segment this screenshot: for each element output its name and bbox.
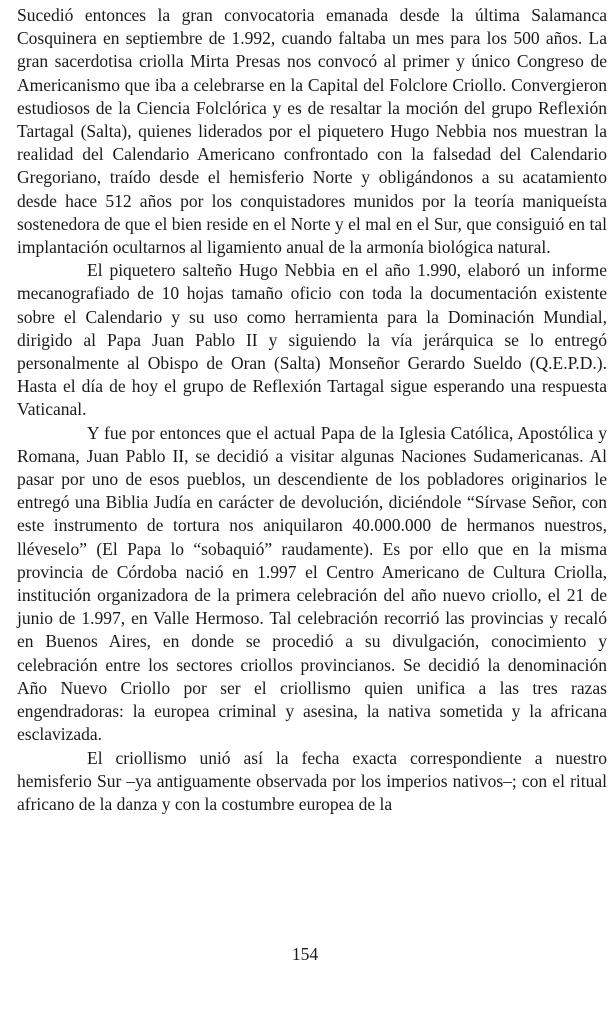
paragraph-1: Sucedió entonces la gran convocatoria emanada desde la última Salamanca Cosquinera en septiembre de 1.992, cuando faltaba un mes para los 500 años. La gran sacerdotisa criolla Mirta Presas nos convocó al primer y único Congreso de Americanismo que iba a celebrarse en la Capital del Folclore Criollo. Convergieron estudiosos de la Ciencia Folclórica y es de resaltar la moción del grupo Reflexión Tartagal (Salta), quienes liderados por el piquetero Hugo Nebbia nos muestran la realidad del Calendario Americano confrontado con la falsedad del Calendario Gregoriano, traído desde el hemisferio Norte y obligándonos a su acatamiento desde hace 512 años por los conquistadores munidos por la teoría maniqueísta sostenedora de que el bien reside en el Norte y el mal en el Sur, que consiguió en tal implantación ocultarnos al ligamiento anual de la armonía biológica natural. bbox=[17, 5, 607, 258]
paragraph-4: El criollismo unió así la fecha exacta correspondiente a nuestro hemisferio Sur –ya antiguamente observada por los imperios nativos–; con el ritual africano de la danza y con la costumbre europea de la bbox=[17, 747, 607, 814]
paragraph-2: El piquetero salteño Hugo Nebbia en el año 1.990, elaboró un informe mecanografiado de 10 hojas tamaño oficio con toda la documentación existente sobre el Calendario y su uso como herramienta para la Dominación Mundial, dirigido al Papa Juan Pablo II y siguiendo la vía jerárquica se lo entregó personalmente al Obispo de Oran (Salta) Monseñor Gerardo Sueldo (Q.E.P.D.). Hasta el día de hoy el grupo de Reflexión Tartagal sigue esperando una respuesta Vaticanal. bbox=[17, 260, 607, 420]
paragraph-3: Y fue por entonces que el actual Papa de la Iglesia Católica, Apostólica y Romana, Juan Pablo II, se decidió a visitar algunas Naciones Sudamericanas. Al pasar por uno de esos pueblos, un descendiente de los pobladores originarios le entregó una Biblia Judía en carácter de devolución, diciéndole “Sírvase Señor, con este instrumento de tortura nos aniquilaron 40.000.000 de hermanos nuestros, lléveselo” (El Papa lo “sobaquió” raudamente). Es por ello que en la misma provincia de Córdoba nació en 1.997 el Centro Americano de Cultura Criolla, institución organizadora de la primera celebración del año nuevo criollo, el 21 de junio de 1.997, en Valle Hermoso. Tal celebración recorrió las provincias y recaló en Buenos Aires, en donde se procedió a su divulgación, conocimiento y celebración entre los sectores criollos provincianos. Se decidió la denominación Año Nuevo Criollo por ser el criollismo quien unifica a las tres razas engendradoras: la europea criminal y asesina, la nativa sometida y la africana esclavizada. bbox=[17, 422, 607, 745]
page-number: 154 bbox=[291, 944, 319, 964]
page-body bbox=[17, 4, 607, 816]
